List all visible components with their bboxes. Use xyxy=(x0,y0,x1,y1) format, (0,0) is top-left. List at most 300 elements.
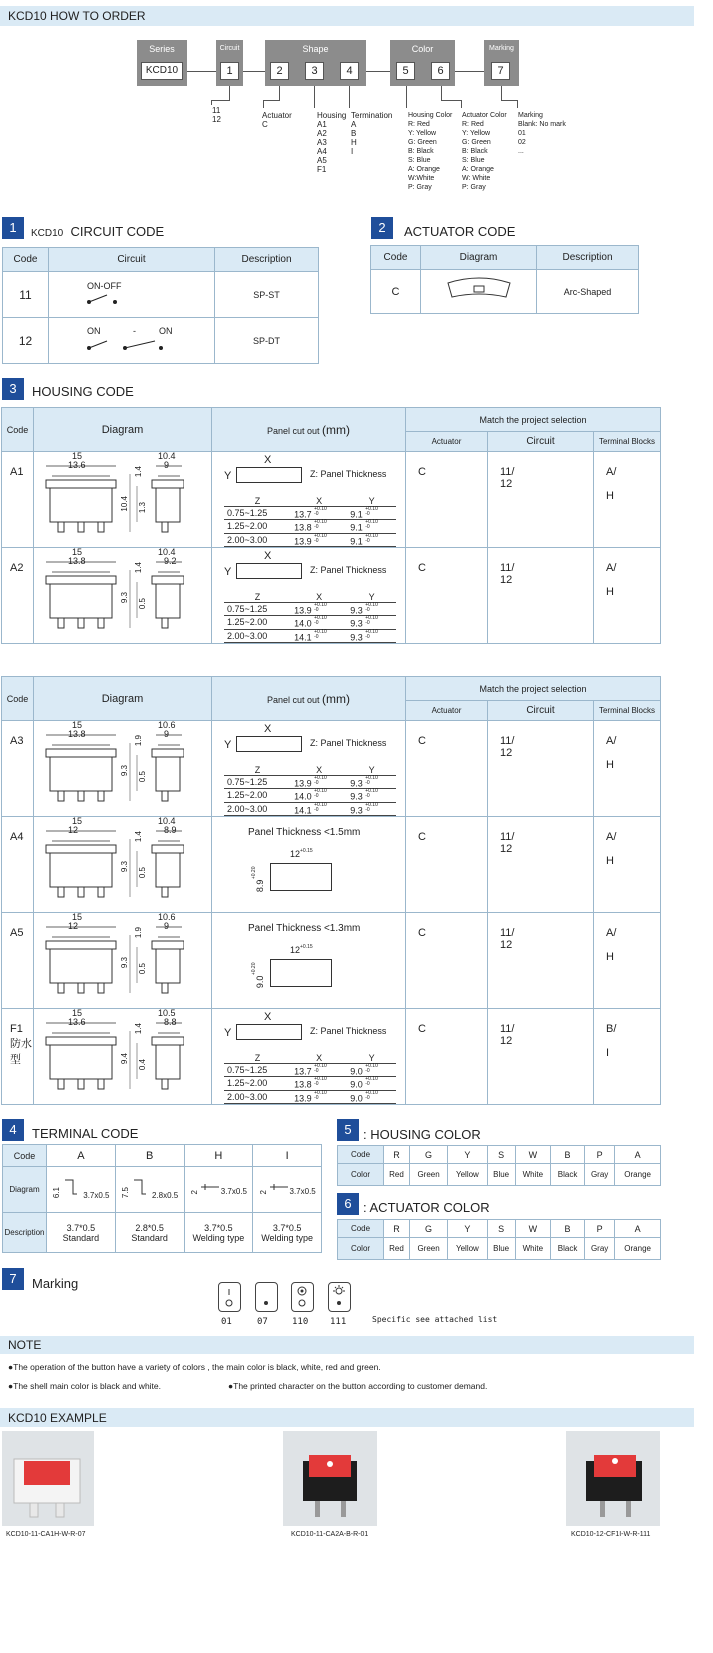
panel-thickness: Panel Thickness <1.5mm xyxy=(248,827,361,838)
housing-color-options: Housing Color R: Red Y: Yellow G: Green B: Black S: Blue A: Orange W:White P: Gray xyxy=(408,112,453,191)
dim: 12 xyxy=(68,825,79,835)
dim: 9.3 xyxy=(120,861,129,873)
terminal-diagram xyxy=(253,1167,322,1213)
circuit-desc: SP-DT xyxy=(215,318,319,364)
z-label: Z: Panel Thickness xyxy=(310,738,387,748)
switch-symbol xyxy=(85,338,165,354)
marking-01-icon xyxy=(218,1282,241,1312)
section-number: 2 xyxy=(371,217,393,239)
order-title-bar xyxy=(0,6,694,26)
th-circuit: Circuit xyxy=(488,432,594,452)
actuator-diagram xyxy=(421,270,537,314)
marking-title: Marking xyxy=(32,1276,79,1291)
terminal-code-title: TERMINAL CODE xyxy=(32,1126,139,1141)
terminal-pin-icon xyxy=(130,1176,152,1198)
housing-drawing xyxy=(34,552,184,639)
circuit-code-12: 12 xyxy=(3,318,49,364)
circuit-code-table xyxy=(2,247,319,364)
color-name: Orange xyxy=(615,1164,661,1186)
dim: 0.5 xyxy=(138,963,147,975)
cut-table: Z X Y 0.75~1.25 13.7 $^{+0.10 -0}$ 9.0 $^{+0.10 -0}$ 1.25~2.00 13.8 $^{+0.10 -0}$ 9.0 $^{+0.10 -0}$ 2.00~3.00 13.9 $^{+0.10 -0}$ 9.0 $^{+0.10 -0}$ xyxy=(224,1053,396,1104)
example-bar xyxy=(0,1408,694,1427)
connector xyxy=(314,86,315,108)
dim: 1.9 xyxy=(134,735,143,747)
panel-x: $12^{+0.15}$ xyxy=(290,944,313,955)
color-name: Yellow xyxy=(448,1238,487,1260)
section-number: 6 xyxy=(337,1193,359,1215)
dim: 1.9 xyxy=(134,927,143,939)
actuator-code-c: C xyxy=(371,270,421,314)
color-name: Gray xyxy=(585,1164,615,1186)
terminal-dim: 2 xyxy=(189,1189,199,1194)
terminal-dim: 7.5 xyxy=(121,1186,130,1198)
dim: 10.4 xyxy=(120,496,129,512)
color-code: Y xyxy=(448,1146,487,1164)
housing-diagram xyxy=(34,452,212,548)
color-name: Blue xyxy=(487,1164,515,1186)
terminal-desc: 3.7*0.5 Welding type xyxy=(184,1213,253,1253)
dim: 15 xyxy=(72,816,83,826)
order-cell-7: 7 xyxy=(491,62,510,80)
terminal-cell: A/ H xyxy=(594,817,661,913)
note-line: ●The operation of the button have a variety of colors , the main color is black, white, red and green. xyxy=(8,1362,381,1372)
dim: 15 xyxy=(72,547,83,557)
color-name: Black xyxy=(551,1164,585,1186)
row-label: Description xyxy=(3,1213,47,1253)
housing-drawing xyxy=(34,917,184,1004)
color-name: Green xyxy=(409,1164,447,1186)
th-diagram: Diagram xyxy=(34,677,212,721)
terminal-diagram xyxy=(184,1167,253,1213)
circuit-desc: SP-ST xyxy=(215,272,319,318)
cut-x-label: X xyxy=(264,550,272,562)
dim: 10.6 xyxy=(158,912,176,922)
th-code: Code xyxy=(371,246,421,270)
note-bar xyxy=(0,1336,694,1354)
actuator-color-title: : ACTUATOR COLOR xyxy=(363,1200,490,1215)
panel-cell xyxy=(212,452,406,548)
circuit-on-a: ON xyxy=(87,326,101,336)
circuit-cell: 11/ 12 xyxy=(488,548,594,644)
panel-cell xyxy=(212,817,406,913)
circuit-cell: 11/ 12 xyxy=(488,1009,594,1105)
dim: 15 xyxy=(72,720,83,730)
example-caption: KCD10-12-CF1I-W-R-111 xyxy=(571,1531,651,1538)
example-caption: KCD10-11-CA2A-B-R-01 xyxy=(291,1531,369,1538)
cut-rect xyxy=(236,467,302,483)
dim: 9.3 xyxy=(120,592,129,604)
connector xyxy=(229,86,230,100)
panel-y: $8.9^{+0.20}$ xyxy=(251,867,265,893)
panel-cut xyxy=(212,452,405,544)
housing-color-title: : HOUSING COLOR xyxy=(363,1127,481,1142)
terminal-code: H xyxy=(184,1145,253,1167)
connector xyxy=(501,100,518,101)
cut-rect xyxy=(236,1024,302,1040)
panel-cut xyxy=(212,548,405,640)
cut-table: Z X Y 0.75~1.25 13.9 $^{+0.10 -0}$ 9.3 $^{+0.10 -0}$ 1.25~2.00 14.0 $^{+0.10 -0}$ 9.3 $^{+0.10 -0}$ 2.00~3.00 14.1 $^{+0.10 -0}$ 9.3 $^{+0.10 -0}$ xyxy=(224,592,396,643)
terminal-cell: A/ H xyxy=(594,548,661,644)
th-code: Code xyxy=(2,677,34,721)
panel-cut xyxy=(212,817,405,909)
terminal-code-table xyxy=(2,1144,322,1253)
dim: 12 xyxy=(68,921,79,931)
marking-options: Marking Blank: No mark 01 02 ... xyxy=(518,112,566,155)
z-label: Z: Panel Thickness xyxy=(310,469,387,479)
color-code: A xyxy=(615,1146,661,1164)
connector xyxy=(366,71,390,72)
circuit-diagram xyxy=(49,272,215,318)
th-code: Code xyxy=(3,248,49,272)
color-name: White xyxy=(515,1238,550,1260)
th-match: Match the project selection xyxy=(406,408,661,432)
terminal-cell: A/ H xyxy=(594,913,661,1009)
dim: 9.2 xyxy=(164,556,177,566)
cut-table: Z X Y 0.75~1.25 13.9 $^{+0.10 -0}$ 9.3 $^{+0.10 -0}$ 1.25~2.00 14.0 $^{+0.10 -0}$ 9.3 $^{+0.10 -0}$ 2.00~3.00 14.1 $^{+0.10 -0}$ 9.3 $^{+0.10 -0}$ xyxy=(224,765,396,816)
terminal-code: B xyxy=(115,1145,184,1167)
th-terminal: Terminal Blocks xyxy=(594,432,661,452)
housing-drawing xyxy=(34,1013,184,1100)
connector xyxy=(441,86,442,100)
housing-drawing xyxy=(34,821,184,908)
dim: 10.5 xyxy=(158,1008,176,1018)
cut-rect xyxy=(236,563,302,579)
actuator-cell: C xyxy=(406,721,488,817)
terminal-code: A xyxy=(47,1145,116,1167)
actuator-cell: C xyxy=(406,548,488,644)
note-title: NOTE xyxy=(8,1338,42,1352)
marking-110-icon xyxy=(291,1282,314,1312)
color-code: W xyxy=(515,1146,550,1164)
color-name: Black xyxy=(551,1238,585,1260)
housing-color-table xyxy=(337,1145,661,1186)
panel-cut xyxy=(212,721,405,813)
housing-drawing xyxy=(34,456,184,543)
color-code: S xyxy=(487,1220,515,1238)
housing-table-2 xyxy=(1,676,661,1105)
terminal-pin-icon xyxy=(61,1176,83,1198)
arc-actuator-icon xyxy=(444,275,514,303)
terminal-cell: B/ I xyxy=(594,1009,661,1105)
connector xyxy=(211,100,230,101)
dim: 0.4 xyxy=(138,1059,147,1071)
section-number: 7 xyxy=(2,1268,24,1290)
order-title: KCD10 HOW TO ORDER xyxy=(8,9,146,23)
housing-code-cell: A2 xyxy=(2,548,34,644)
termination-options: Termination A B H I xyxy=(351,111,393,156)
housing-diagram xyxy=(34,1009,212,1105)
panel-cut xyxy=(212,1009,405,1101)
connector xyxy=(406,86,407,108)
circuit-label: Circuit xyxy=(219,45,240,52)
dim: 9.3 xyxy=(120,957,129,969)
housing-table xyxy=(1,407,661,644)
connector xyxy=(455,71,484,72)
connector xyxy=(263,100,280,101)
dim: 13.8 xyxy=(68,556,86,566)
terminal-pin-icon xyxy=(199,1180,221,1194)
circuit-cell: 11/ 12 xyxy=(488,721,594,817)
marking-07-icon xyxy=(255,1282,278,1312)
th-actuator: Actuator xyxy=(406,432,488,452)
th-match: Match the project selection xyxy=(406,677,661,701)
housing-diagram xyxy=(34,913,212,1009)
panel-rect xyxy=(270,863,332,891)
order-cell-6: 6 xyxy=(431,62,450,80)
marking-code: 111 xyxy=(330,1317,347,1327)
terminal-cell: A/ H xyxy=(594,721,661,817)
order-cell-4: 4 xyxy=(340,62,359,80)
housing-code-cell: A4 xyxy=(2,817,34,913)
housing-code-cell: A5 xyxy=(2,913,34,1009)
dim: 9 xyxy=(164,729,170,739)
panel-rect xyxy=(270,959,332,987)
product-photo xyxy=(283,1431,377,1526)
z-label: Z: Panel Thickness xyxy=(310,565,387,575)
connector xyxy=(441,100,461,101)
dim: 1.4 xyxy=(134,562,143,574)
dim: 8.8 xyxy=(164,1017,177,1027)
cut-x-label: X xyxy=(264,723,272,735)
panel-cut xyxy=(212,913,405,1005)
color-code: R xyxy=(384,1146,410,1164)
circuit-title: CIRCUIT CODE xyxy=(70,224,165,239)
color-name: Blue xyxy=(487,1238,515,1260)
color-name: Orange xyxy=(615,1238,661,1260)
order-cell-5: 5 xyxy=(396,62,415,80)
cut-table: Z X Y 0.75~1.25 13.7 $^{+0.10 -0}$ 9.1 $^{+0.10 -0}$ 1.25~2.00 13.8 $^{+0.10 -0}$ 9.1 $^{+0.10 -0}$ 2.00~3.00 13.9 $^{+0.10 -0}$ 9.1 $^{+0.10 -0}$ xyxy=(224,496,396,547)
color-name: White xyxy=(515,1164,550,1186)
color-name: Gray xyxy=(585,1238,615,1260)
dim: 1.4 xyxy=(134,466,143,478)
connector xyxy=(279,86,280,100)
housing-code-cell: A1 xyxy=(2,452,34,548)
housing-table xyxy=(1,676,661,1105)
row-label: Code xyxy=(338,1220,384,1238)
marking-code: 07 xyxy=(257,1317,268,1327)
color-code: G xyxy=(409,1146,447,1164)
terminal-dim: 6.1 xyxy=(52,1186,62,1198)
color-name: Red xyxy=(384,1164,410,1186)
dim: 9.3 xyxy=(120,765,129,777)
housing-code-cell: F1 防水型 xyxy=(2,1009,34,1105)
circuit-code-title xyxy=(31,224,164,239)
actuator-cell: C xyxy=(406,913,488,1009)
circuit-dash: - xyxy=(133,326,136,336)
marking-code: 110 xyxy=(292,1317,309,1327)
terminal-cell: A/ H xyxy=(594,452,661,548)
connector xyxy=(349,86,350,108)
terminal-code: I xyxy=(253,1145,322,1167)
switch-symbol xyxy=(85,292,135,308)
connector xyxy=(517,100,518,108)
terminal-dim: 3.7x0.5 xyxy=(83,1191,110,1200)
housing-diagram xyxy=(34,817,212,913)
actuator-color-options: Actuator Color R: Red Y: Yellow G: Green B: Black S: Blue A: Orange W: White P: Gray xyxy=(462,112,507,191)
dim: 8.9 xyxy=(164,825,177,835)
circuit-prefix: KCD10 xyxy=(31,228,64,239)
order-cell-1: 1 xyxy=(220,62,239,80)
housing-diagram xyxy=(34,721,212,817)
circuit-options: 11 12 xyxy=(212,106,221,124)
actuator-cell: C xyxy=(406,1009,488,1105)
dim: 10.4 xyxy=(158,547,176,557)
note-line: ●The printed character on the button according to customer demand. xyxy=(228,1381,488,1391)
housing-drawing xyxy=(34,725,184,812)
connector xyxy=(501,86,502,100)
panel-x: $12^{+0.15}$ xyxy=(290,848,313,859)
cut-rect xyxy=(236,736,302,752)
marking-label: Marking xyxy=(489,45,514,52)
z-label: Z: Panel Thickness xyxy=(310,1026,387,1036)
actuator-cell: C xyxy=(406,452,488,548)
circuit-diagram xyxy=(49,318,215,364)
cut-y-label: Y xyxy=(224,470,232,482)
row-label: Color xyxy=(338,1238,384,1260)
note-line: ●The shell main color is black and white. xyxy=(8,1381,162,1391)
cut-x-label: X xyxy=(264,1011,272,1023)
order-cell-2: 2 xyxy=(270,62,289,80)
color-code: B xyxy=(551,1146,585,1164)
color-code: B xyxy=(551,1220,585,1238)
actuator-code-title: ACTUATOR CODE xyxy=(404,224,516,239)
actuator-color-table xyxy=(337,1219,661,1260)
dim: 15 xyxy=(72,912,83,922)
dim: 1.4 xyxy=(134,1023,143,1035)
terminal-pin-icon xyxy=(268,1180,290,1194)
panel-cell xyxy=(212,548,406,644)
color-label: Color xyxy=(411,44,434,54)
marking-111-icon xyxy=(328,1282,351,1312)
series-value: KCD10 xyxy=(141,62,183,80)
cut-x-label: X xyxy=(264,454,272,466)
panel-y: $9.0^{+0.20}$ xyxy=(251,963,265,989)
row-label: Code xyxy=(3,1145,47,1167)
th-circuit: Circuit xyxy=(49,248,215,272)
example-title: KCD10 EXAMPLE xyxy=(8,1410,107,1425)
th-circuit: Circuit xyxy=(488,701,594,721)
actuator-desc: Arc-Shaped xyxy=(537,270,639,314)
terminal-dim: 3.7x0.5 xyxy=(220,1187,247,1196)
th-code: Code xyxy=(2,408,34,452)
th-panel: Panel cut out (mm) xyxy=(212,677,406,721)
series-label: Series xyxy=(149,44,175,54)
terminal-diagram xyxy=(115,1167,184,1213)
th-description: Description xyxy=(537,246,639,270)
row-label: Code xyxy=(338,1146,384,1164)
section-number: 4 xyxy=(2,1119,24,1141)
color-name: Green xyxy=(409,1238,447,1260)
color-code: P xyxy=(585,1146,615,1164)
color-code: A xyxy=(615,1220,661,1238)
cut-y-label: Y xyxy=(224,739,232,751)
section-number: 5 xyxy=(337,1119,359,1141)
dim: 13.8 xyxy=(68,729,86,739)
circuit-on-b: ON xyxy=(159,326,173,336)
actuator-options: Actuator C xyxy=(262,111,292,129)
dim: 0.5 xyxy=(138,867,147,879)
color-code: R xyxy=(384,1220,410,1238)
actuator-code-table xyxy=(370,245,639,314)
order-cell-3: 3 xyxy=(305,62,324,80)
section-number: 1 xyxy=(2,217,24,239)
terminal-diagram xyxy=(47,1167,116,1213)
th-actuator: Actuator xyxy=(406,701,488,721)
example-caption: KCD10-11-CA1H-W-R-07 xyxy=(6,1531,86,1538)
shape-label: Shape xyxy=(302,44,329,54)
marking-code: 01 xyxy=(221,1317,232,1327)
color-name: Yellow xyxy=(448,1164,487,1186)
housing-diagram xyxy=(34,548,212,644)
dim: 10.4 xyxy=(158,451,176,461)
color-name: Red xyxy=(384,1238,410,1260)
panel-thickness: Panel Thickness <1.3mm xyxy=(248,923,361,934)
circuit-cell: 11/ 12 xyxy=(488,817,594,913)
housing-options: Housing A1 A2 A3 A4 A5 F1 xyxy=(317,111,347,174)
housing-table-1 xyxy=(1,407,661,644)
color-code: P xyxy=(585,1220,615,1238)
cut-y-label: Y xyxy=(224,566,232,578)
dim: 0.5 xyxy=(138,771,147,783)
dim: 9.4 xyxy=(120,1053,129,1065)
housing-code-title: HOUSING CODE xyxy=(32,384,134,399)
terminal-dim: 2 xyxy=(258,1189,268,1194)
cut-y-label: Y xyxy=(224,1027,232,1039)
product-photo xyxy=(566,1431,660,1526)
terminal-desc: 3.7*0.5 Standard xyxy=(47,1213,116,1253)
dim: 13.6 xyxy=(68,1017,86,1027)
panel-cell xyxy=(212,721,406,817)
connector xyxy=(243,71,265,72)
connector xyxy=(263,100,264,108)
terminal-dim: 2.8x0.5 xyxy=(152,1191,179,1200)
circuit-cell: 11/ 12 xyxy=(488,913,594,1009)
terminal-desc: 3.7*0.5 Welding type xyxy=(253,1213,322,1253)
dim: 1.4 xyxy=(134,831,143,843)
terminal-dim: 3.7x0.5 xyxy=(289,1187,316,1196)
dim: 1.3 xyxy=(138,502,147,514)
th-description: Description xyxy=(215,248,319,272)
actuator-cell: C xyxy=(406,817,488,913)
connector xyxy=(461,100,462,108)
color-code: G xyxy=(409,1220,447,1238)
circuit-label: ON-OFF xyxy=(87,281,122,291)
dim: 10.6 xyxy=(158,720,176,730)
connector xyxy=(211,100,212,105)
row-label: Diagram xyxy=(3,1167,47,1213)
color-code: Y xyxy=(448,1220,487,1238)
connector xyxy=(187,71,216,72)
dim: 0.5 xyxy=(138,598,147,610)
marking-note: Specific see attached list xyxy=(372,1315,498,1324)
dim: 10.4 xyxy=(158,816,176,826)
panel-cell xyxy=(212,913,406,1009)
housing-code-cell: A3 xyxy=(2,721,34,817)
section-number: 3 xyxy=(2,378,24,400)
row-label: Color xyxy=(338,1164,384,1186)
circuit-code-11: 11 xyxy=(3,272,49,318)
th-terminal: Terminal Blocks xyxy=(594,701,661,721)
th-panel: Panel cut out (mm) xyxy=(212,408,406,452)
dim: 15 xyxy=(72,451,83,461)
product-photo xyxy=(2,1431,94,1526)
color-code: S xyxy=(487,1146,515,1164)
panel-cell xyxy=(212,1009,406,1105)
dim: 15 xyxy=(72,1008,83,1018)
dim: 9 xyxy=(164,460,170,470)
th-diagram: Diagram xyxy=(421,246,537,270)
circuit-cell: 11/ 12 xyxy=(488,452,594,548)
